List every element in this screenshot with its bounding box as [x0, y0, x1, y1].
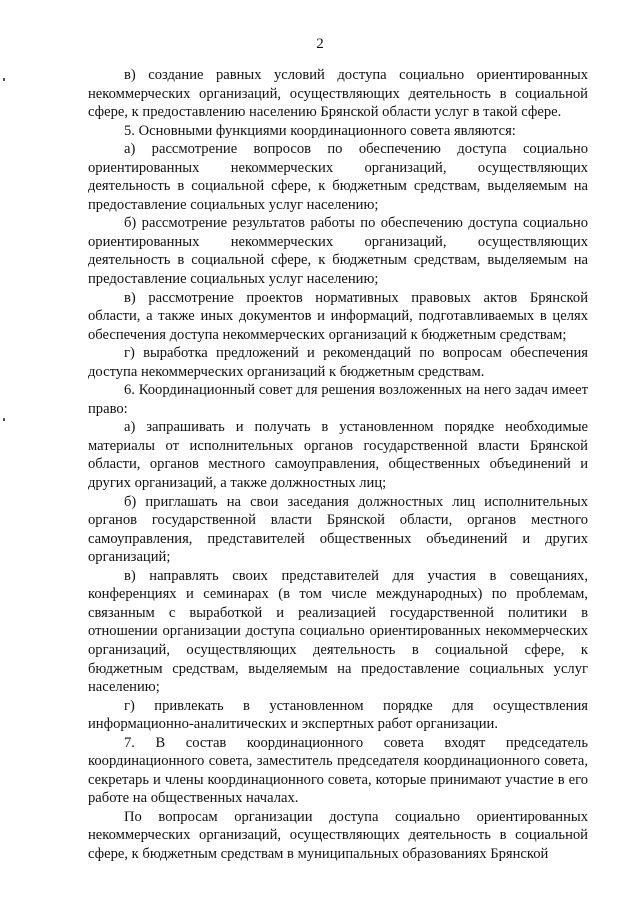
paragraph-6b: б) приглашать на свои заседания должностных лиц исполнительных органов государственной власти Брянской области, органов местного самоуправления, представителей общественных объединений и других организаций; — [88, 493, 588, 566]
scan-edge-mark — [3, 418, 5, 421]
scan-edge-mark — [3, 78, 5, 81]
paragraph-3v-equal-access: в) создание равных условий доступа социально ориентированных некоммерческих организаций, осуществляющих деятельность в социальной сфере, к предоставлению населению Брянской области услуг в такой сфере. — [88, 67, 588, 121]
document-body — [88, 66, 588, 864]
paragraph-5-functions-heading: 5. Основными функциями координационного совета являются: — [124, 122, 516, 139]
paragraph-5b: б) рассмотрение результатов работы по обеспечению доступа социально ориентированных некоммерческих организаций, осуществляющих деятельность в социальной сфере, к бюджетным средствам, выделяемым на предоставление социальных услуг населению; — [88, 215, 588, 288]
paragraph-municipal-access: По вопросам организации доступа социально ориентированных некоммерческих организаций, осуществляющих деятельность в социальной сфере, к бюджетным средствам в муниципальных образованиях Брянской — [88, 808, 588, 862]
paragraph-6v: в) направлять своих представителей для участия в совещаниях, конференциях и семинарах (в том числе международных) по проблемам, связанным с выработкой и реализацией государственной политики в отношении организации доступа социально ориентированных некоммерческих организаций, осуществляющих деятельность в социальной сфере, к бюджетным средствам, выделяемым на предоставление социальных услуг населению; — [88, 567, 588, 696]
page-number: 2 — [316, 36, 324, 52]
paragraph-5g: г) выработка предложений и рекомендаций по вопросам обеспечения доступа некоммерческих организаций к бюджетным средствам. — [88, 345, 588, 380]
paragraph-6g: г) привлекать в установленном порядке для осуществления информационно-аналитических и экспертных работ организации. — [88, 697, 588, 733]
paragraph-5v: в) рассмотрение проектов нормативных правовых актов Брянской области, а также иных документов и информаций, подготавливаемых в целях обеспечения доступа некоммерческих организаций к бюджетным средствам; — [88, 289, 588, 343]
paragraph-6-rights-heading: 6. Координационный совет для решения возложенных на него задач имеет право: — [88, 382, 588, 417]
paragraph-6a: а) запрашивать и получать в установленном порядке необходимые материалы от исполнительных органов государственной власти Брянской области, органов местного самоуправления, общественных объединений и других организаций, а также должностных лиц; — [88, 419, 588, 492]
paragraph-5a: а) рассмотрение вопросов по обеспечению доступа социально ориентированных некоммерческих организаций, осуществляющих деятельность в социальной сфере, к бюджетным средствам, выделяемым на предоставление социальных услуг населению; — [88, 141, 588, 213]
paragraph-7-composition: 7. В состав координационного совета входят председатель координационного совета, заместитель председателя координационного совета, секретарь и члены координационного совета, которые принимают участие в его работе на общественных началах. — [88, 734, 588, 807]
